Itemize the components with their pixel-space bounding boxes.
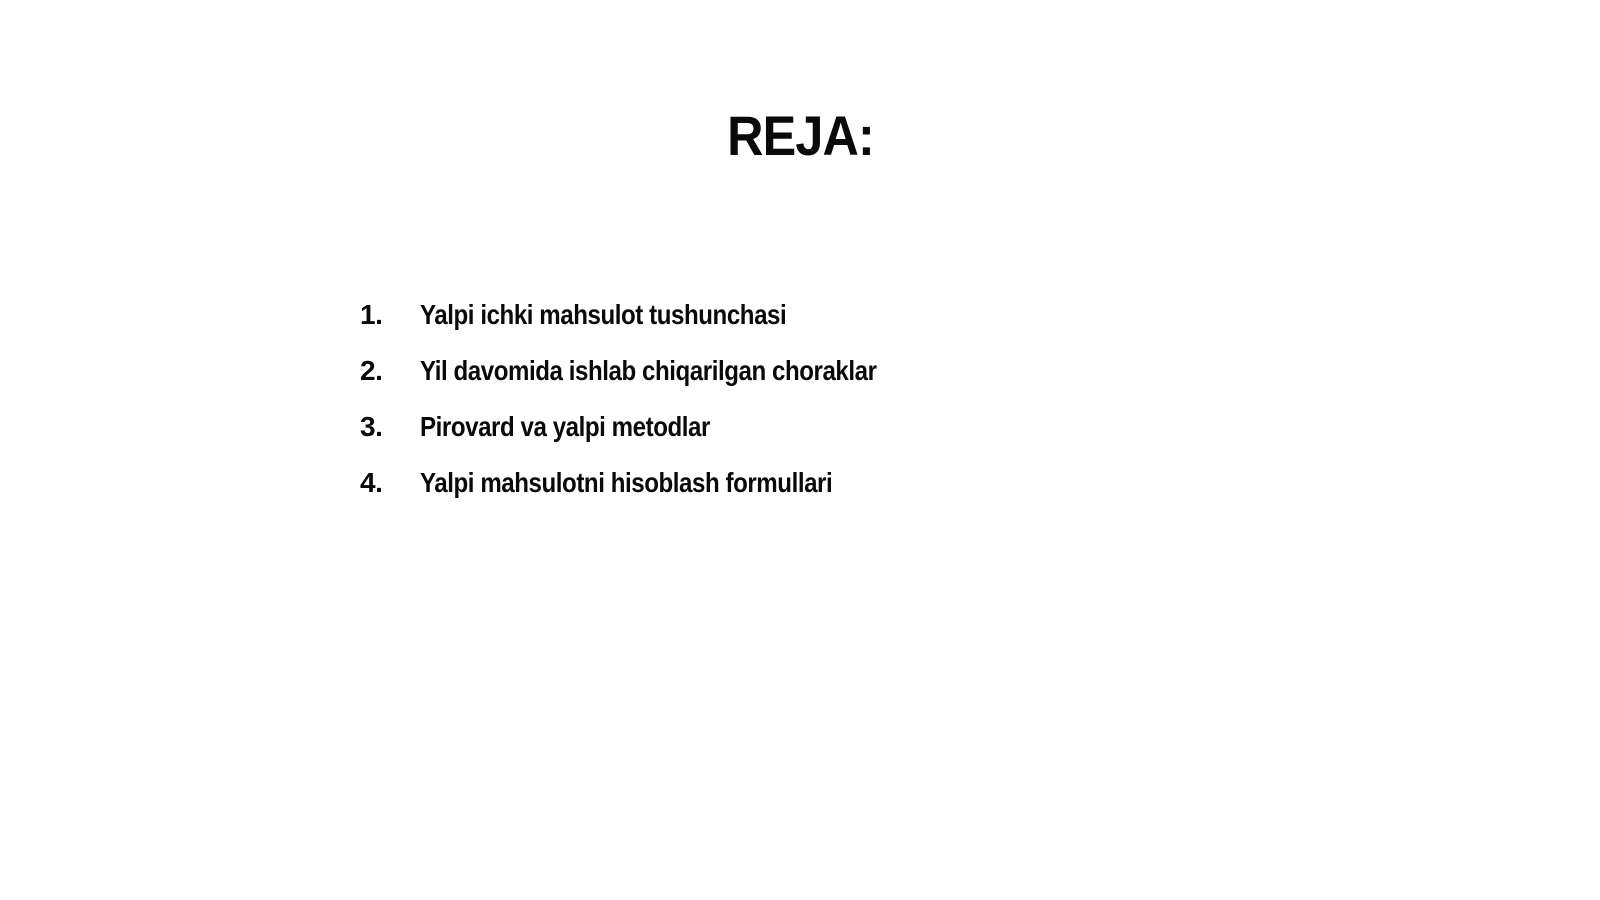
list-item-text: Yalpi ichki mahsulot tushunchasi bbox=[420, 299, 787, 330]
list-item-text: Yalpi mahsulotni hisoblash formullari bbox=[420, 467, 833, 498]
list-item-number: 1. bbox=[360, 299, 383, 330]
slide-title: REJA: bbox=[727, 104, 874, 167]
list-item bbox=[360, 455, 951, 511]
list-item-text: Pirovard va yalpi metodlar bbox=[420, 411, 710, 442]
list-item bbox=[360, 343, 951, 399]
list-item bbox=[360, 399, 951, 455]
list-item-number: 4. bbox=[360, 467, 383, 498]
list-item bbox=[360, 287, 951, 343]
list-item-text: Yil davomida ishlab chiqarilgan choraklar bbox=[420, 355, 877, 386]
list-item-number: 2. bbox=[360, 355, 383, 386]
plan-list bbox=[360, 287, 951, 511]
list-item-number: 3. bbox=[360, 411, 383, 442]
